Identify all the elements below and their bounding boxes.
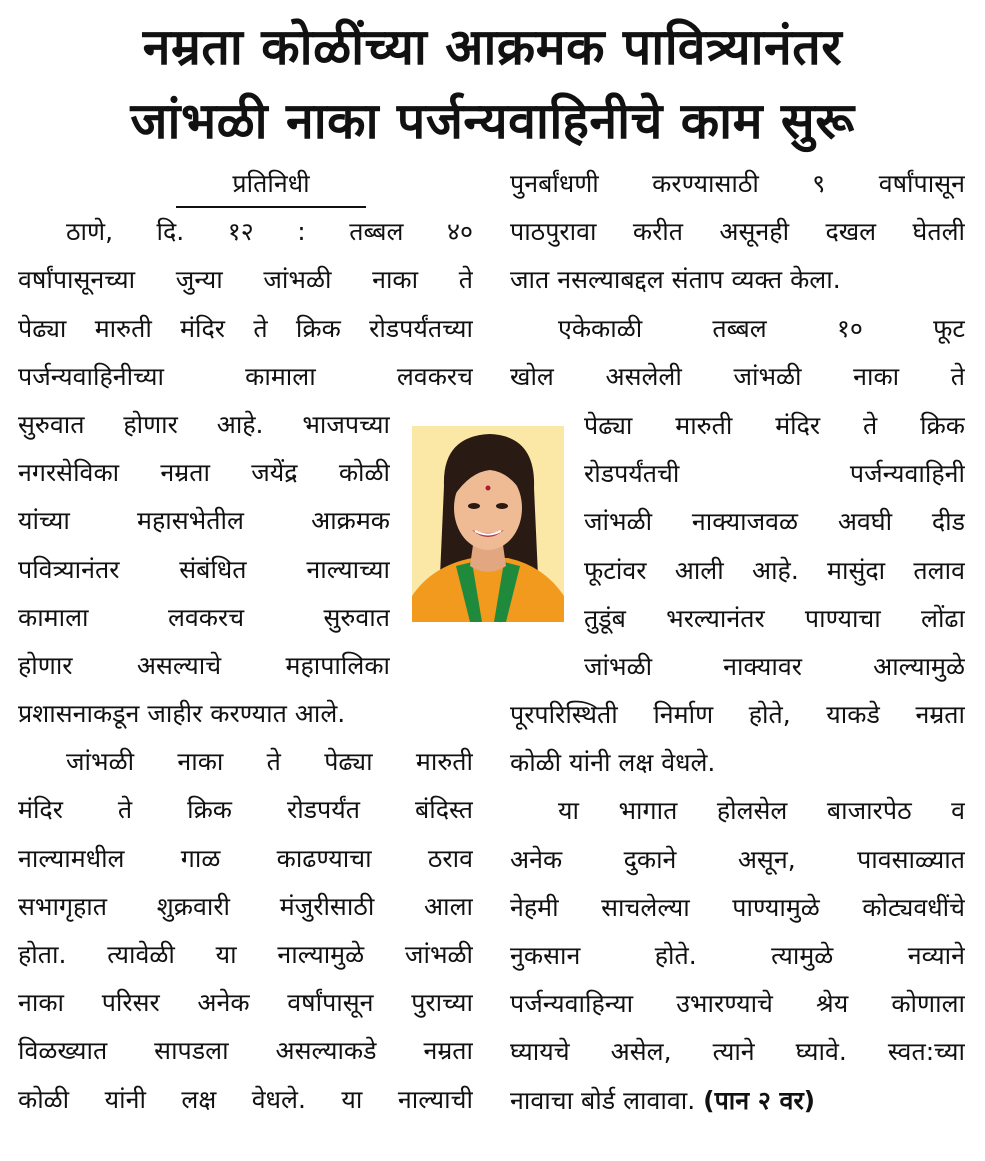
right-column-top (510, 160, 965, 401)
text-line: नेहमी साचलेल्या पाण्यामुळे कोट्यवधींचे (510, 892, 965, 922)
text-line: अनेक दुकाने असून, पावसाळ्यात (510, 844, 965, 874)
text-line: सभागृहात शुक्रवारी मंजुरीसाठी आला (18, 891, 473, 921)
text-line: पुनर्बांधणी करण्यासाठी ९ वर्षांपासून (510, 169, 965, 198)
continued-marker: (पान २ वर) (703, 1085, 816, 1115)
text-line: विळख्यात सापडला असल्याकडे नम्रता (18, 1036, 473, 1066)
headline-line-1: नम्रता कोळींच्या आक्रमक पावित्र्यानंतर (142, 18, 843, 76)
text-line: ठाणे, दि. १२ : तब्बल ४० (66, 217, 473, 247)
left-column (18, 160, 473, 1124)
text-line: घ्यायचे असेल, त्याने घ्यावे. स्वत:च्या (510, 1037, 965, 1067)
text-line: पर्जन्यवाहिनीच्या कामाला लवकरच (18, 361, 473, 391)
right-column-bottom (510, 691, 965, 1125)
text-line: फूटांवर आली आहे. मासुंदा तलाव (584, 555, 965, 585)
text-line: नावाचा बोर्ड लावावा. (510, 1085, 696, 1115)
text-line: खोल असलेली जांभळी नाका ते (510, 361, 965, 391)
text-line: तुडूंब भरल्यानंतर पाण्याचा लोंढा (584, 603, 965, 633)
text-line: पेढ्या मारुती मंदिर ते क्रिक रोडपर्यंतच्या (18, 313, 473, 343)
text-line: कामाला लवकरच सुरुवात (18, 602, 390, 632)
text-line: नगरसेविका नम्रता जयेंद्र कोळी (18, 458, 390, 488)
text-line: जांभळी नाक्याजवळ अवघी दीड (584, 507, 965, 537)
right-column-wrapped (584, 402, 965, 691)
text-line: नाका परिसर अनेक वर्षांपासून पुराच्या (18, 988, 473, 1018)
text-line: पवित्र्यानंतर संबंधित नाल्याच्या (18, 554, 390, 584)
text-line: होणार असल्याचे महापालिका (18, 650, 390, 680)
text-line: मंदिर ते क्रिक रोडपर्यंत बंदिस्त (18, 795, 473, 825)
text-line: पूरपरिस्थिती निर्माण होते, याकडे नम्रता (510, 700, 965, 729)
text-line: पर्जन्यवाहिन्या उभारण्याचे श्रेय कोणाला (510, 989, 965, 1019)
text-line: कोळी यांनी लक्ष वेधले. (510, 748, 716, 778)
text-line: वर्षांपासूनच्या जुन्या जांभळी नाका ते (18, 265, 473, 295)
headline (0, 10, 985, 158)
text-line: सुरुवात होणार आहे. भाजपच्या (18, 409, 390, 439)
text-line: नाल्यामधील गाळ काढण्याचा ठराव (18, 843, 473, 873)
text-line: कोळी यांनी लक्ष वेधले. या नाल्याची (18, 1084, 473, 1114)
byline: प्रतिनिधी (176, 162, 366, 208)
text-line: यांच्या महासभेतील आक्रमक (18, 506, 390, 536)
headline-line-2: जांभळी नाका पर्जन्यवाहिनीचे काम सुरू (130, 92, 855, 150)
text-line: पाठपुरावा करीत असूनही दखल घेतली (510, 217, 965, 247)
last-line-row (510, 1077, 965, 1125)
text-line: जांभळी नाक्यावर आल्यामुळे (584, 651, 965, 681)
text-line: नुकसान होते. त्यामुळे नव्याने (510, 940, 965, 970)
text-line: या भागात होलसेल बाजारपेठ व (558, 796, 965, 826)
portrait-illustration (412, 426, 564, 622)
text-line: जांभळी नाका ते पेढ्या मारुती (66, 747, 473, 777)
text-line: पेढ्या मारुती मंदिर ते क्रिक (584, 411, 965, 440)
portrait-photo (412, 426, 564, 622)
text-line: एकेकाळी तब्बल १० फूट (558, 313, 965, 343)
text-line: जात नसल्याबद्दल संताप व्यक्त केला. (510, 265, 841, 295)
text-line: रोडपर्यंतची पर्जन्यवाहिनी (584, 459, 965, 489)
text-line: प्रशासनाकडून जाहीर करण्यात आले. (18, 699, 346, 729)
text-line: होता. त्यावेळी या नाल्यामुळे जांभळी (18, 940, 473, 969)
byline-row (18, 160, 473, 208)
